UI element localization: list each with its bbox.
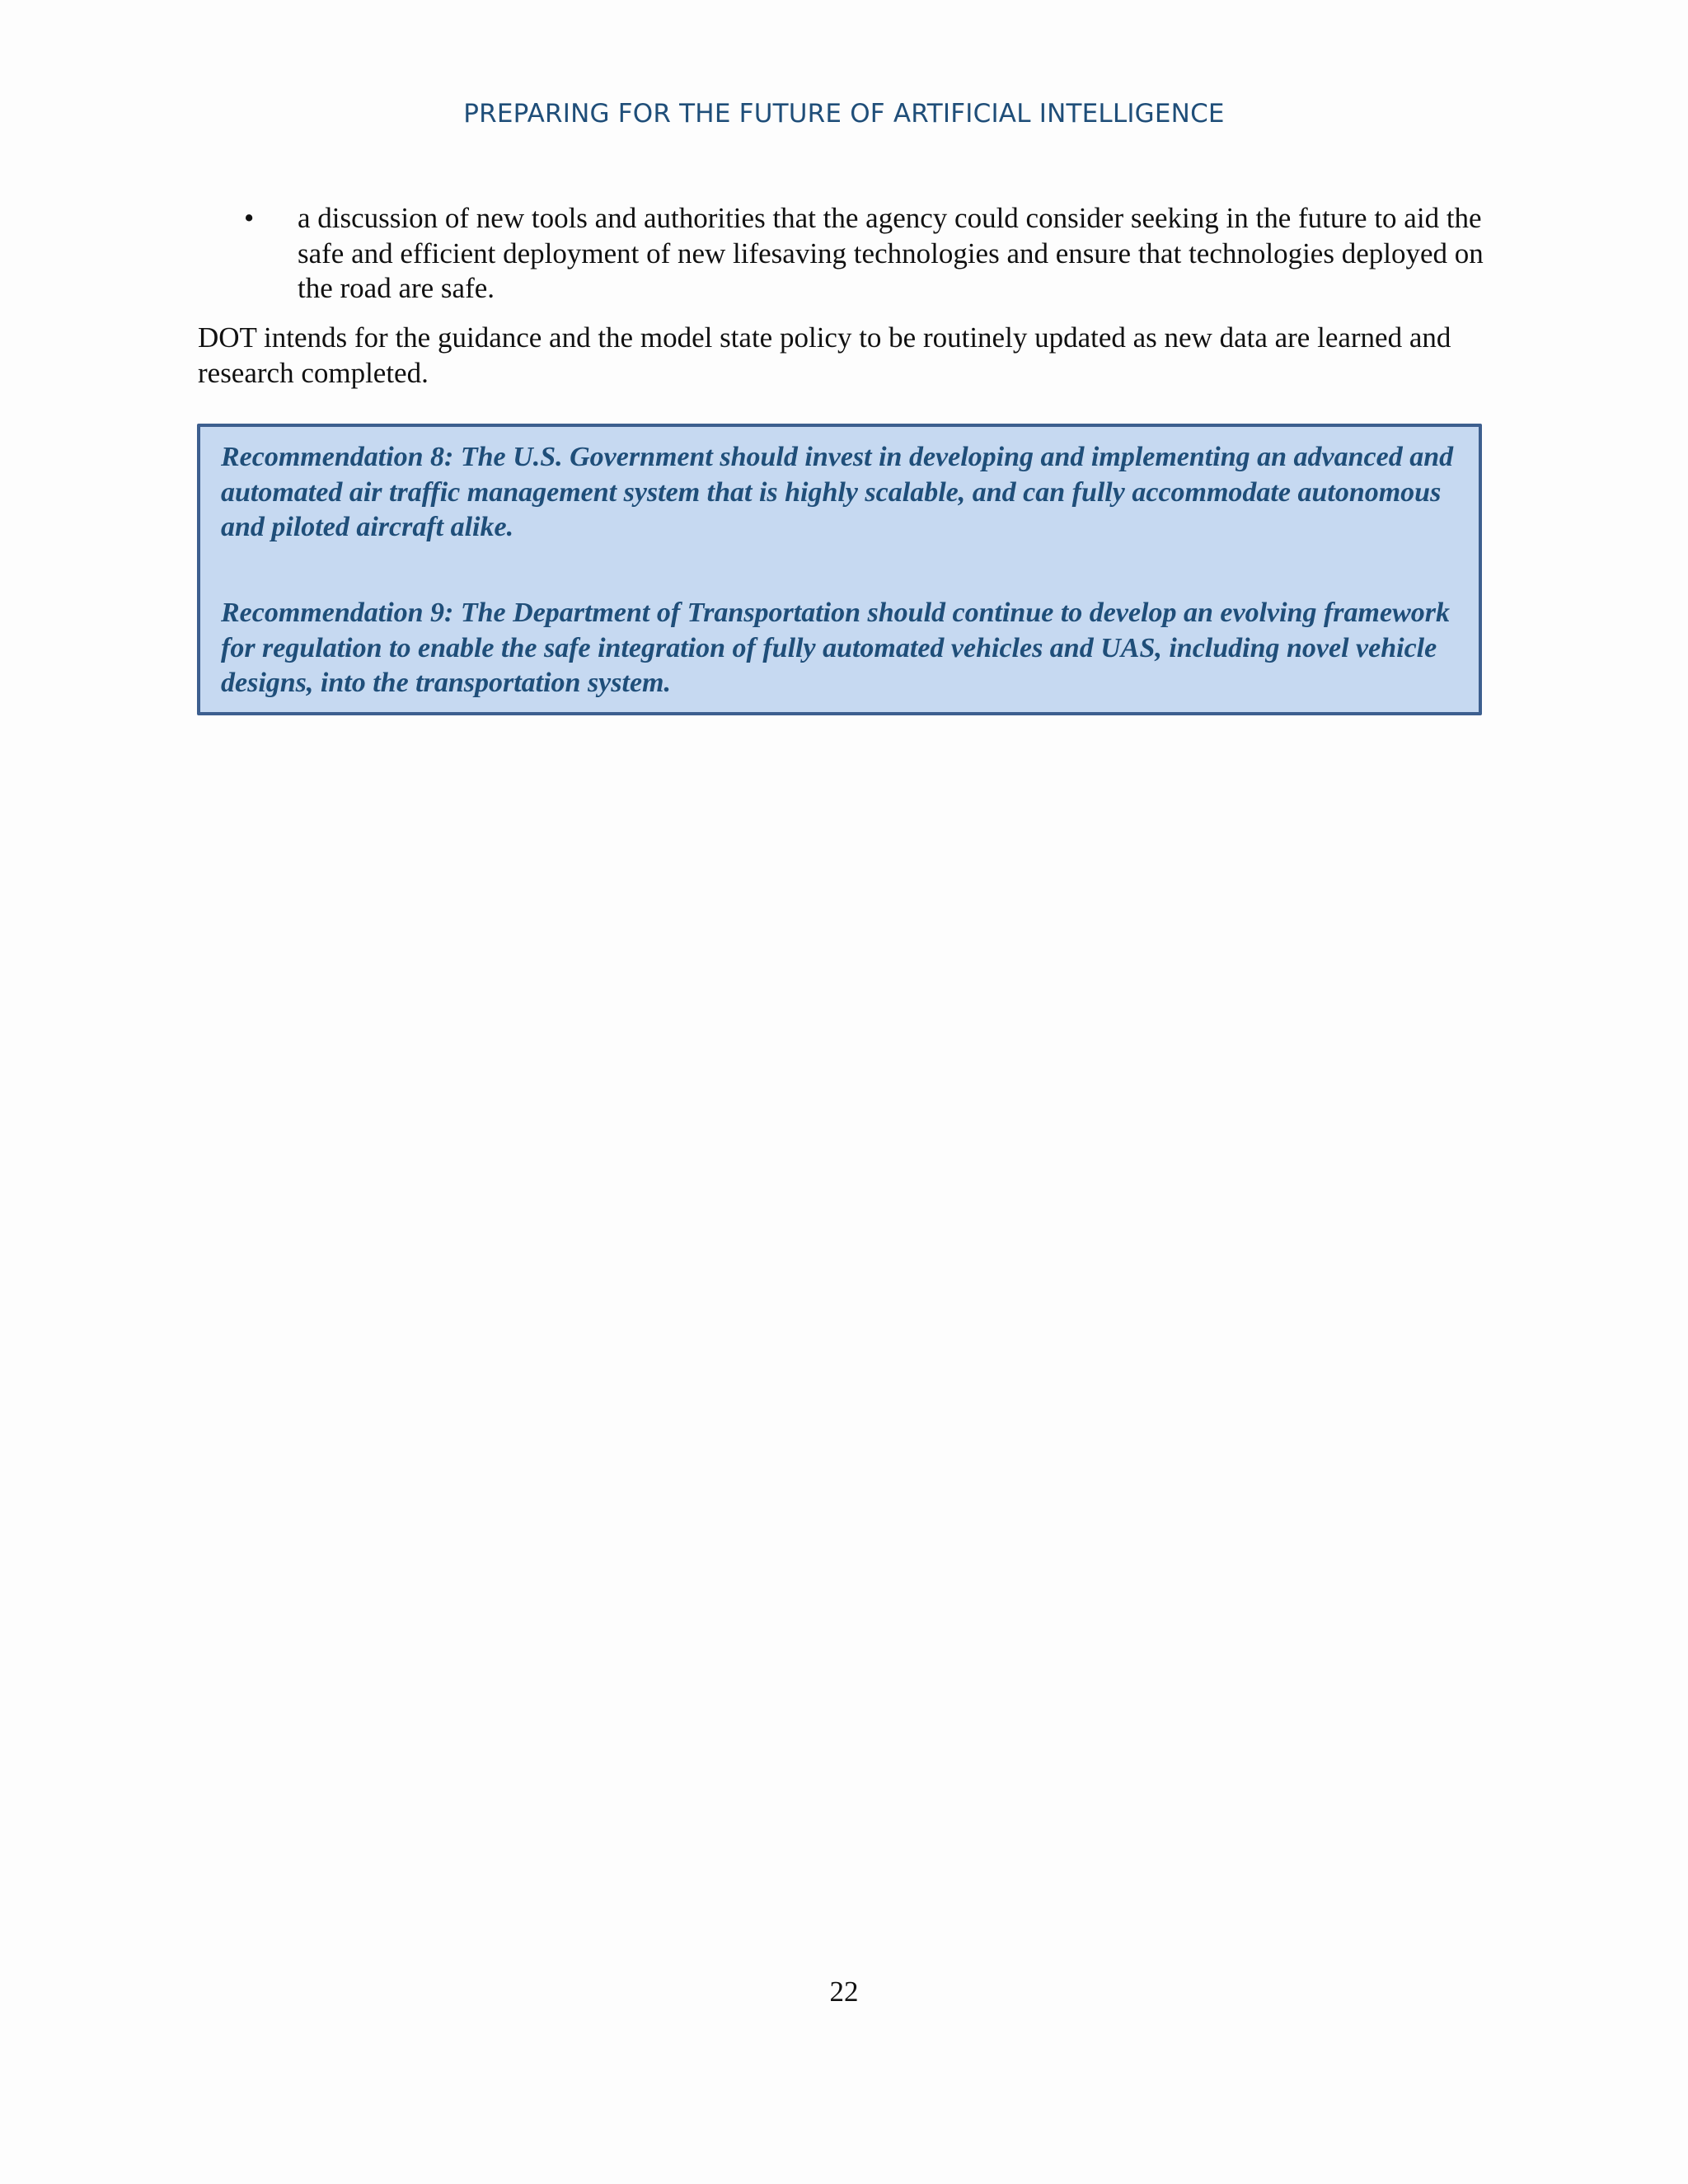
running-header: PREPARING FOR THE FUTURE OF ARTIFICIAL INTELLIGENCE [463,99,1225,129]
bullet-text: a discussion of new tools and authorities that the agency could consider seeking in the future to aid the safe and efficient deployment of new lifesaving technologies and ensure that technologies deployed on the road are safe. [298,202,1484,304]
recommendation-8: Recommendation 8: The U.S. Government should invest in developing and implementing an advanced and automated air traffic management system that is highly scalable, and can fully accommodate autonomous and piloted aircraft alike. [221,442,1454,542]
recommendation-9: Recommendation 9: The Department of Transportation should continue to develop an evolving framework for regulation to enable the safe integration of fully automated vehicles and UAS, including novel vehicle designs, into the transportation system. [221,598,1450,698]
bullet-icon: • [244,202,255,234]
recommendations-box [197,424,1482,715]
body-paragraph: DOT intends for the guidance and the model state policy to be routinely updated as new data are learned and research completed. [198,321,1451,389]
page-number: 22 [829,1975,859,2008]
bullet-list [198,201,1500,307]
list-item [198,201,1500,307]
